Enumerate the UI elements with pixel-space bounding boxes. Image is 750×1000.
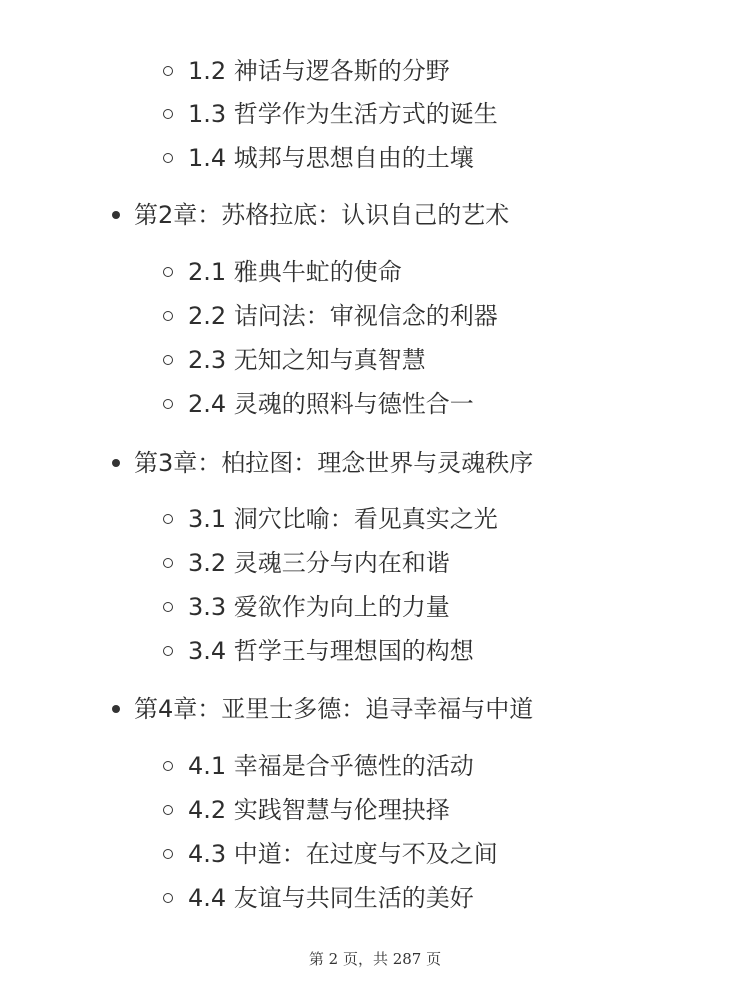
toc-section-label: 3.3 爱欲作为向上的力量 [188,593,450,621]
toc-section-label: 4.1 幸福是合乎德性的活动 [188,752,474,780]
toc-section-1-4[interactable] [163,141,474,175]
hollow-bullet-icon [163,558,173,568]
toc-section-label: 4.4 友谊与共同生活的美好 [188,884,474,912]
hollow-bullet-icon [163,311,173,321]
toc-section-label: 2.4 灵魂的照料与德性合一 [188,390,474,418]
toc-chapter-2[interactable] [112,198,509,232]
toc-section-1-2[interactable] [163,54,450,88]
toc-section-3-4[interactable] [163,634,474,668]
toc-chapter-label: 第2章：苏格拉底：认识自己的艺术 [134,201,510,229]
toc-section-3-1[interactable] [163,502,498,536]
toc-section-label: 3.1 洞穴比喻：看见真实之光 [188,505,498,533]
hollow-bullet-icon [163,761,173,771]
toc-section-label: 2.3 无知之知与真智慧 [188,346,426,374]
toc-section-label: 2.1 雅典牛虻的使命 [188,258,402,286]
toc-section-label: 4.2 实践智慧与伦理抉择 [188,796,450,824]
hollow-bullet-icon [163,109,173,119]
hollow-bullet-icon [163,399,173,409]
toc-section-3-2[interactable] [163,546,450,580]
toc-chapter-3[interactable] [112,446,533,480]
filled-bullet-icon [112,459,120,467]
toc-section-1-3[interactable] [163,97,498,131]
toc-section-2-4[interactable] [163,387,474,421]
filled-bullet-icon [112,211,120,219]
toc-section-2-3[interactable] [163,343,426,377]
toc-section-label: 1.4 城邦与思想自由的土壤 [188,144,474,172]
hollow-bullet-icon [163,646,173,656]
toc-section-2-2[interactable] [163,299,498,333]
hollow-bullet-icon [163,153,173,163]
toc-section-label: 2.2 诘问法：审视信念的利器 [188,302,498,330]
toc-section-2-1[interactable] [163,255,402,289]
toc-section-label: 1.3 哲学作为生活方式的诞生 [188,100,498,128]
hollow-bullet-icon [163,893,173,903]
toc-section-label: 3.4 哲学王与理想国的构想 [188,637,474,665]
filled-bullet-icon [112,705,120,713]
hollow-bullet-icon [163,267,173,277]
hollow-bullet-icon [163,805,173,815]
hollow-bullet-icon [163,355,173,365]
hollow-bullet-icon [163,66,173,76]
hollow-bullet-icon [163,849,173,859]
hollow-bullet-icon [163,514,173,524]
toc-chapter-label: 第3章：柏拉图：理念世界与灵魂秩序 [134,449,534,477]
toc-section-4-2[interactable] [163,793,450,827]
toc-section-label: 4.3 中道：在过度与不及之间 [188,840,498,868]
page-number-footer: 第 2 页，共 287 页 [308,950,442,968]
hollow-bullet-icon [163,602,173,612]
toc-section-4-4[interactable] [163,881,474,915]
toc-section-label: 3.2 灵魂三分与内在和谐 [188,549,450,577]
toc-section-4-3[interactable] [163,837,498,871]
toc-chapter-label: 第4章：亚里士多德：追寻幸福与中道 [134,695,534,723]
toc-chapter-4[interactable] [112,692,533,726]
toc-section-4-1[interactable] [163,749,474,783]
toc-section-label: 1.2 神话与逻各斯的分野 [188,57,450,85]
toc-section-3-3[interactable] [163,590,450,624]
